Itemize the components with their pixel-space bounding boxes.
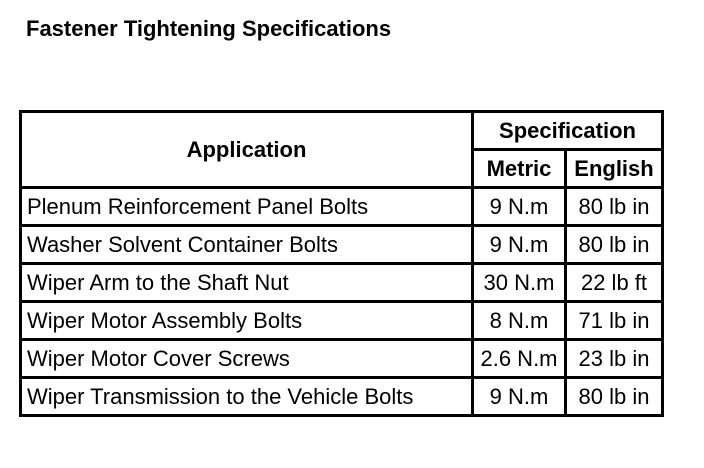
application-cell: Washer Solvent Container Bolts [21, 226, 473, 264]
application-cell: Wiper Motor Assembly Bolts [21, 302, 473, 340]
metric-cell: 9 N.m [473, 226, 566, 264]
application-cell: Wiper Arm to the Shaft Nut [21, 264, 473, 302]
table-row [21, 302, 663, 340]
metric-header: Metric [473, 150, 566, 188]
english-header: English [566, 150, 663, 188]
application-cell: Plenum Reinforcement Panel Bolts [21, 188, 473, 226]
page-title: Fastener Tightening Specifications [26, 16, 392, 41]
table-row [21, 226, 663, 264]
table-row [21, 264, 663, 302]
metric-cell: 9 N.m [473, 188, 566, 226]
english-cell: 71 lb in [566, 302, 663, 340]
english-cell: 22 lb ft [566, 264, 663, 302]
table-row [21, 378, 663, 416]
application-cell: Wiper Transmission to the Vehicle Bolts [21, 378, 473, 416]
metric-cell: 2.6 N.m [473, 340, 566, 378]
english-cell: 80 lb in [566, 226, 663, 264]
application-cell: Wiper Motor Cover Screws [21, 340, 473, 378]
metric-cell: 30 N.m [473, 264, 566, 302]
english-cell: 23 lb in [566, 340, 663, 378]
metric-cell: 9 N.m [473, 378, 566, 416]
application-header: Application [21, 112, 473, 188]
english-cell: 80 lb in [566, 378, 663, 416]
table-row [21, 188, 663, 226]
table-row [21, 340, 663, 378]
english-cell: 80 lb in [566, 188, 663, 226]
specification-header: Specification [473, 112, 663, 150]
fastener-spec-table [19, 110, 664, 417]
metric-cell: 8 N.m [473, 302, 566, 340]
